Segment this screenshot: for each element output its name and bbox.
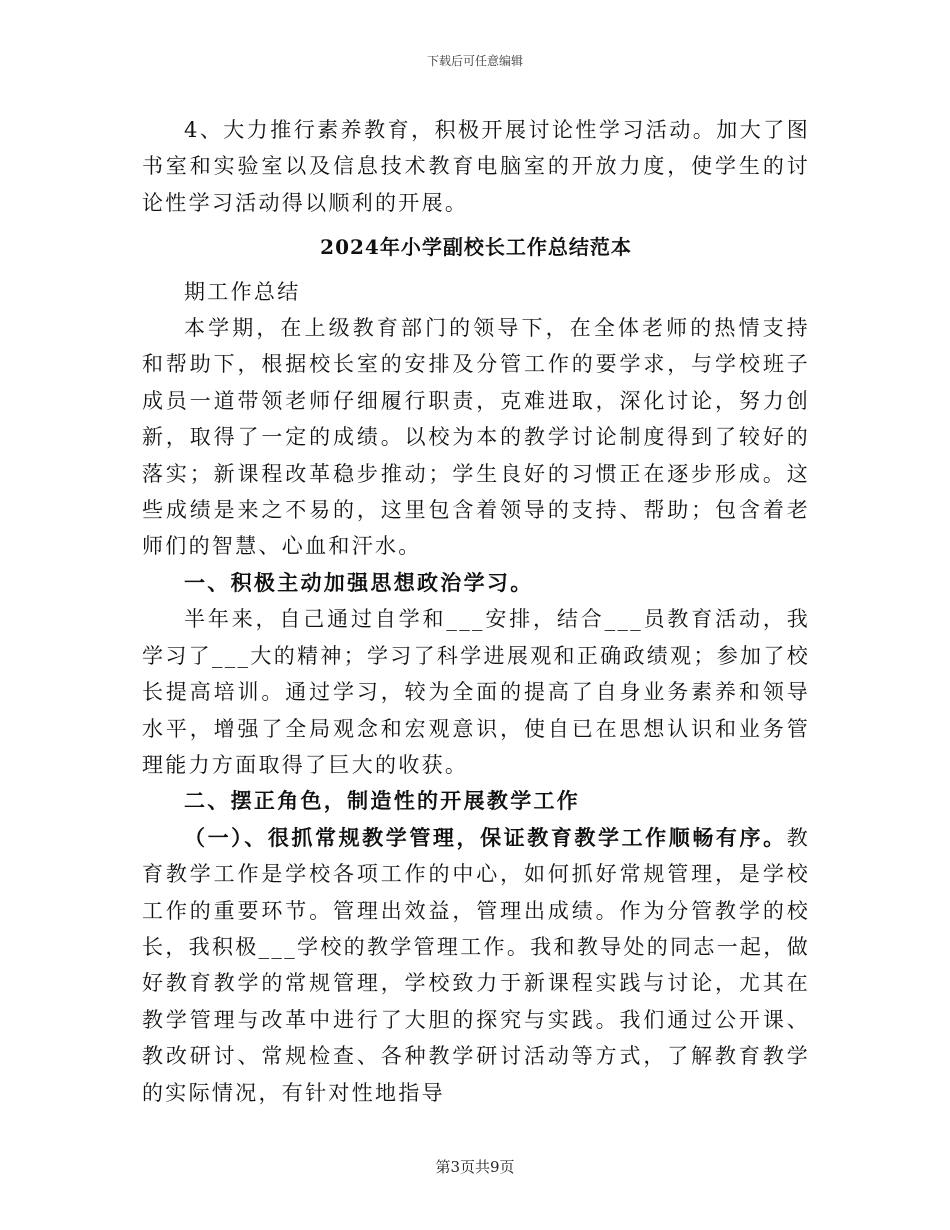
subsection-paragraph-1 bbox=[142, 820, 810, 1111]
subsection-body-1: 教育教学工作是学校各项工作的中心，如何抓好常规管理，是学校工作的重要环节。管理出效益，管理出成绩。作为分管教学的校长，我积极___学校的教学管理工作。我和教导处的同志一起，做好教育教学的常规管理，学校致力于新课程实践与讨论，尤其在教学管理与改革中进行了大胆的探究与实践。我们通过公开课、教改研讨、常规检查、各种教学研讨活动等方式，了解教育教学的实际情况，有针对性地指导 bbox=[142, 825, 810, 1105]
intro-paragraph: 4、大力推行素养教育，积极开展讨论性学习活动。加大了图书室和实验室以及信息技术教育电脑室的开放力度，使学生的讨论性学习活动得以顺利的开展。 bbox=[142, 118, 810, 215]
subsection-heading-1: （一）、很抓常规教学管理，保证教育教学工作顺畅有序。 bbox=[184, 824, 787, 850]
section-heading-2: 二、摆正角色，制造性的开展教学工作 bbox=[184, 788, 581, 814]
document-body bbox=[142, 112, 810, 1111]
period-line: 期工作总结 bbox=[184, 279, 301, 304]
document-title: 2024年小学副校长工作总结范本 bbox=[320, 235, 632, 260]
summary-paragraph: 本学期，在上级教育部门的领导下，在全体老师的热情支持和帮助下，根据校长室的安排及分管工作的要学求，与学校班子成员一道带领老师仔细履行职责，克难进取，深化讨论，努力创新，取得了一定的成绩。以校为本的教学讨论制度得到了较好的落实；新课程改革稳步推动；学生良好的习惯正在逐步形成。这些成绩是来之不易的，这里包含着领导的支持、帮助；包含着老师们的智慧、心血和汗水。 bbox=[142, 316, 810, 559]
page-header: 下载后可任意编辑 bbox=[426, 54, 523, 68]
section-heading-1: 一、积极主动加强思想政治学习。 bbox=[184, 569, 534, 595]
page-footer: 第3页共9页 bbox=[435, 1158, 515, 1176]
section-paragraph-1: 半年来，自己通过自学和___安排，结合___员教育活动，我学习了___大的精神；学习了科学进展观和正确政绩观；参加了校长提高培训。通过学习，较为全面的提高了自身业务素养和领导水平，增强了全局观念和宏观意识，使自已在思想认识和业务管理能力方面取得了巨大的收获。 bbox=[142, 607, 810, 777]
